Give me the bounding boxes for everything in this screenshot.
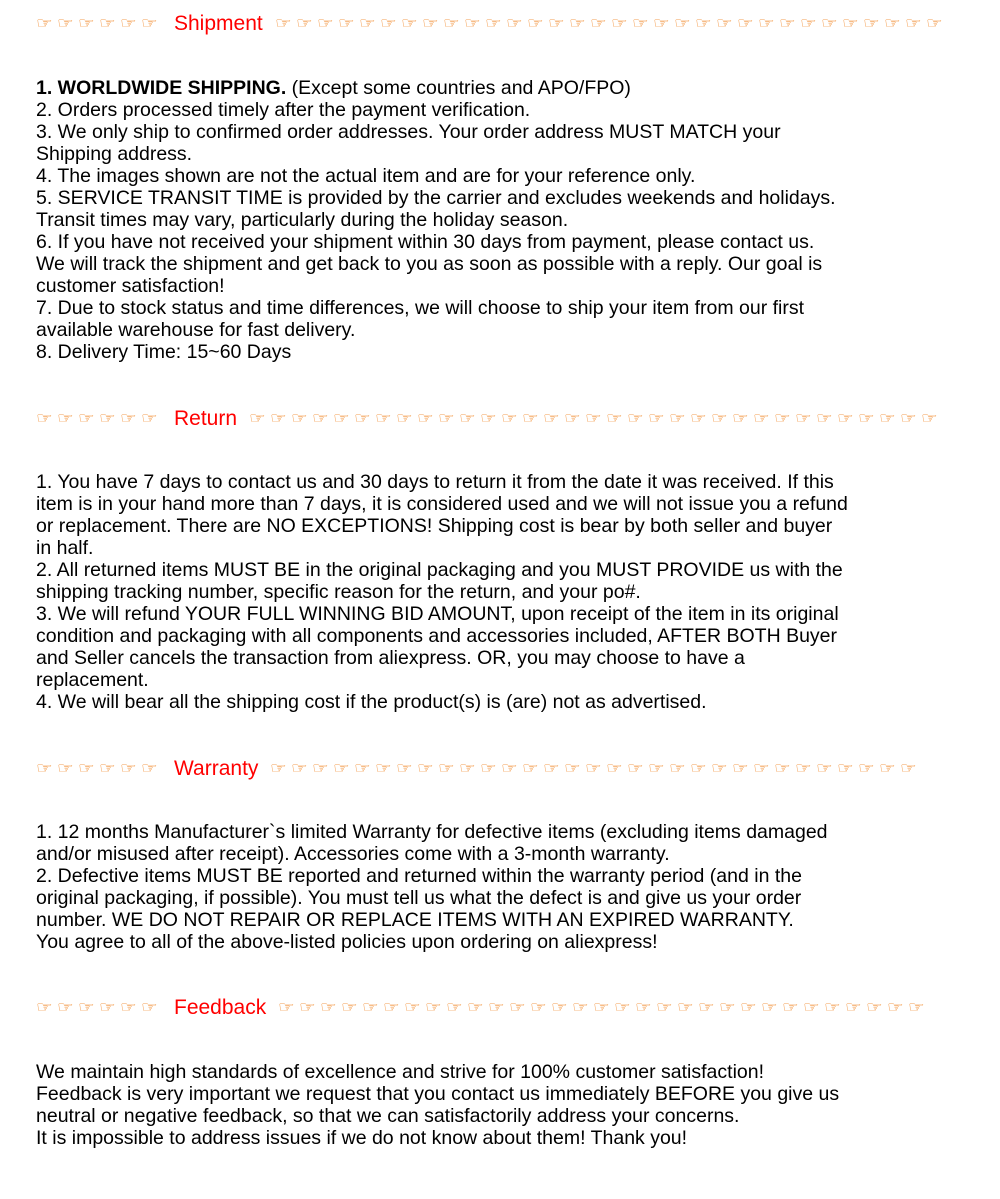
pointing-hand-icon: ☞ [501, 410, 518, 427]
shipment-line-text: 3. We only ship to confirmed order addresses. Your order address MUST MATCH your [36, 121, 781, 143]
pointing-hand-icon: ☞ [774, 410, 791, 427]
pointing-hand-icon: ☞ [362, 999, 380, 1016]
shipment-line-text: 2. Orders processed timely after the payment verification. [36, 99, 531, 121]
warranty-line-text: original packaging, if possible). You must tell us what the defect is and give us your order [36, 887, 802, 909]
pointing-hand-icon: ☞ [270, 760, 288, 777]
pointing-hand-icon: ☞ [291, 410, 308, 427]
feedback-line-text: It is impossible to address issues if we do not know about them! Thank you! [36, 1127, 688, 1149]
pointing-hand-icon: ☞ [627, 760, 645, 777]
pointing-hand-icon: ☞ [774, 760, 792, 777]
pointing-hand-icon: ☞ [375, 410, 392, 427]
shipment-line-text: Transit times may vary, particularly during the holiday season. [36, 209, 569, 231]
pointing-hand-icon: ☞ [425, 999, 443, 1016]
pointing-hand-icon: ☞ [36, 999, 53, 1016]
shipment-line [36, 99, 956, 121]
pointing-hand-icon: ☞ [547, 15, 565, 32]
pointing-hand-icon: ☞ [656, 999, 674, 1016]
pointing-hand-icon: ☞ [669, 410, 686, 427]
pointing-hand-icon: ☞ [858, 410, 875, 427]
return-body [36, 471, 956, 713]
feedback-line-text: We maintain high standards of excellence and strive for 100% customer satisfaction! [36, 1061, 765, 1083]
pointing-hand-icon: ☞ [879, 410, 896, 427]
pointing-hand-icon-row-right [247, 407, 940, 431]
pointing-hand-icon: ☞ [736, 15, 754, 32]
shipment-title: Shipment [174, 12, 263, 35]
return-line [36, 537, 956, 559]
return-line-text: or replacement. There are NO EXCEPTIONS! Shipping cost is bear by both seller and buyer [36, 515, 833, 537]
feedback-title: Feedback [174, 996, 267, 1019]
shipment-line [36, 253, 956, 275]
return-line [36, 603, 956, 625]
pointing-hand-icon: ☞ [732, 410, 749, 427]
return-line [36, 669, 956, 691]
shipment-line [36, 209, 956, 231]
shipment-line-text: customer satisfaction! [36, 275, 225, 297]
pointing-hand-icon: ☞ [606, 760, 624, 777]
pointing-hand-icon: ☞ [501, 760, 519, 777]
pointing-hand-icon: ☞ [505, 15, 523, 32]
pointing-hand-icon: ☞ [141, 999, 158, 1016]
pointing-hand-icon: ☞ [585, 760, 603, 777]
pointing-hand-icon: ☞ [316, 15, 334, 32]
shipment-line-text: 5. SERVICE TRANSIT TIME is provided by the carrier and excludes weekends and holidays. [36, 187, 836, 209]
pointing-hand-icon: ☞ [379, 15, 397, 32]
pointing-hand-icon: ☞ [715, 15, 733, 32]
return-line-text: 2. All returned items MUST BE in the original packaging and you MUST PROVIDE us with the [36, 559, 843, 581]
return-line-text: and Seller cancels the transaction from aliexpress. OR, you may choose to have a [36, 647, 745, 669]
pointing-hand-icon: ☞ [354, 760, 372, 777]
pointing-hand-icon: ☞ [467, 999, 485, 1016]
pointing-hand-icon: ☞ [400, 15, 418, 32]
return-line-text: 4. We will bear all the shipping cost if the product(s) is (are) not as advertised. [36, 691, 707, 713]
pointing-hand-icon: ☞ [841, 15, 859, 32]
pointing-hand-icon: ☞ [141, 410, 158, 427]
return-line [36, 493, 956, 515]
return-line [36, 647, 956, 669]
warranty-line-text: You agree to all of the above-listed policies upon ordering on aliexpress! [36, 931, 658, 953]
pointing-hand-icon: ☞ [120, 410, 137, 427]
return-header [34, 407, 940, 431]
pointing-hand-icon: ☞ [509, 999, 527, 1016]
pointing-hand-icon: ☞ [120, 999, 137, 1016]
pointing-hand-icon: ☞ [698, 999, 716, 1016]
pointing-hand-icon: ☞ [530, 999, 548, 1016]
pointing-hand-icon: ☞ [78, 760, 95, 777]
pointing-hand-icon: ☞ [820, 15, 838, 32]
pointing-hand-icon: ☞ [480, 760, 498, 777]
pointing-hand-icon: ☞ [99, 15, 116, 32]
shipment-line-text: We will track the shipment and get back to you as soon as possible with a reply. Our goal is [36, 253, 823, 275]
pointing-hand-icon: ☞ [627, 410, 644, 427]
pointing-hand-icon: ☞ [816, 760, 834, 777]
shipment-line-text: (Except some countries and APO/FPO) [286, 77, 631, 99]
pointing-hand-icon: ☞ [417, 760, 435, 777]
shipment-line-text: 6. If you have not received your shipment within 30 days from payment, please contact us. [36, 231, 815, 253]
pointing-hand-icon: ☞ [673, 15, 691, 32]
pointing-hand-icon: ☞ [837, 760, 855, 777]
pointing-hand-icon: ☞ [648, 760, 666, 777]
pointing-hand-icon: ☞ [845, 999, 863, 1016]
pointing-hand-icon: ☞ [78, 999, 95, 1016]
pointing-hand-icon: ☞ [694, 15, 712, 32]
pointing-hand-icon: ☞ [795, 760, 813, 777]
pointing-hand-icon: ☞ [858, 760, 876, 777]
pointing-hand-icon: ☞ [589, 15, 607, 32]
shipment-line-text: 4. The images shown are not the actual item and are for your reference only. [36, 165, 696, 187]
pointing-hand-icon: ☞ [753, 410, 770, 427]
pointing-hand-icon-row-left [34, 12, 160, 36]
pointing-hand-icon: ☞ [711, 760, 729, 777]
pointing-hand-icon: ☞ [761, 999, 779, 1016]
pointing-hand-icon: ☞ [421, 15, 439, 32]
pointing-hand-icon: ☞ [312, 760, 330, 777]
feedback-line [36, 1061, 956, 1083]
pointing-hand-icon: ☞ [333, 760, 351, 777]
pointing-hand-icon: ☞ [78, 15, 95, 32]
return-title: Return [174, 407, 238, 430]
shipment-body [36, 77, 956, 363]
pointing-hand-icon: ☞ [274, 15, 292, 32]
warranty-line [36, 931, 956, 953]
pointing-hand-icon: ☞ [120, 760, 137, 777]
warranty-line [36, 909, 956, 931]
feedback-body [36, 1061, 956, 1149]
shipment-line [36, 231, 956, 253]
pointing-hand-icon: ☞ [782, 999, 800, 1016]
pointing-hand-icon: ☞ [606, 410, 623, 427]
shipment-line [36, 187, 956, 209]
pointing-hand-icon: ☞ [740, 999, 758, 1016]
shipment-line [36, 121, 956, 143]
pointing-hand-icon: ☞ [572, 999, 590, 1016]
pointing-hand-icon: ☞ [669, 760, 687, 777]
pointing-hand-icon: ☞ [57, 410, 74, 427]
pointing-hand-icon-row-right [273, 12, 945, 36]
pointing-hand-icon: ☞ [358, 15, 376, 32]
pointing-hand-icon: ☞ [278, 999, 296, 1016]
return-line [36, 515, 956, 537]
shipment-line-text: 7. Due to stock status and time differences, we will choose to ship your item from our first [36, 297, 805, 319]
shipment-line-bold: 1. WORLDWIDE SHIPPING. [36, 77, 287, 99]
pointing-hand-icon: ☞ [690, 410, 707, 427]
pointing-hand-icon: ☞ [862, 15, 880, 32]
return-line-text: replacement. [36, 669, 149, 691]
pointing-hand-icon: ☞ [299, 999, 317, 1016]
pointing-hand-icon: ☞ [480, 410, 497, 427]
pointing-hand-icon: ☞ [593, 999, 611, 1016]
warranty-body [36, 821, 956, 953]
warranty-line-text: number. WE DO NOT REPAIR OR REPLACE ITEMS WITH AN EXPIRED WARRANTY. [36, 909, 794, 931]
pointing-hand-icon: ☞ [438, 760, 456, 777]
pointing-hand-icon: ☞ [585, 410, 602, 427]
pointing-hand-icon: ☞ [824, 999, 842, 1016]
pointing-hand-icon: ☞ [249, 410, 266, 427]
pointing-hand-icon: ☞ [799, 15, 817, 32]
pointing-hand-icon: ☞ [631, 15, 649, 32]
pointing-hand-icon: ☞ [803, 999, 821, 1016]
pointing-hand-icon: ☞ [459, 410, 476, 427]
pointing-hand-icon: ☞ [36, 410, 53, 427]
return-line-text: condition and packaging with all components and accessories included, AFTER BOTH Buyer [36, 625, 838, 647]
warranty-title: Warranty [174, 757, 259, 780]
pointing-hand-icon: ☞ [526, 15, 544, 32]
pointing-hand-icon: ☞ [36, 760, 53, 777]
pointing-hand-icon: ☞ [354, 410, 371, 427]
pointing-hand-icon: ☞ [312, 410, 329, 427]
pointing-hand-icon-row-right [268, 757, 919, 781]
return-line-text: shipping tracking number, specific reason for the return, and your po#. [36, 581, 641, 603]
shipment-line-text: Shipping address. [36, 143, 193, 165]
pointing-hand-icon: ☞ [99, 999, 116, 1016]
pointing-hand-icon: ☞ [925, 15, 943, 32]
feedback-line [36, 1105, 956, 1127]
pointing-hand-icon: ☞ [383, 999, 401, 1016]
shipment-line [36, 275, 956, 297]
pointing-hand-icon: ☞ [900, 760, 918, 777]
pointing-hand-icon: ☞ [648, 410, 665, 427]
pointing-hand-icon: ☞ [711, 410, 728, 427]
pointing-hand-icon: ☞ [887, 999, 905, 1016]
shipment-line [36, 77, 956, 99]
pointing-hand-icon: ☞ [57, 760, 74, 777]
pointing-hand-icon: ☞ [141, 760, 158, 777]
pointing-hand-icon: ☞ [837, 410, 854, 427]
pointing-hand-icon: ☞ [396, 410, 413, 427]
warranty-header [34, 757, 919, 781]
return-line [36, 581, 956, 603]
pointing-hand-icon: ☞ [543, 760, 561, 777]
warranty-line [36, 887, 956, 909]
pointing-hand-icon: ☞ [99, 760, 116, 777]
return-line [36, 691, 956, 713]
warranty-line-text: 2. Defective items MUST BE reported and returned within the warranty period (and in the [36, 865, 802, 887]
shipment-line [36, 143, 956, 165]
pointing-hand-icon: ☞ [459, 760, 477, 777]
pointing-hand-icon: ☞ [904, 15, 922, 32]
pointing-hand-icon: ☞ [778, 15, 796, 32]
pointing-hand-icon: ☞ [568, 15, 586, 32]
pointing-hand-icon: ☞ [564, 760, 582, 777]
pointing-hand-icon: ☞ [816, 410, 833, 427]
pointing-hand-icon: ☞ [320, 999, 338, 1016]
pointing-hand-icon: ☞ [333, 410, 350, 427]
pointing-hand-icon: ☞ [446, 999, 464, 1016]
shipment-line-text: available warehouse for fast delivery. [36, 319, 356, 341]
shipment-line [36, 297, 956, 319]
pointing-hand-icon: ☞ [652, 15, 670, 32]
pointing-hand-icon: ☞ [866, 999, 884, 1016]
pointing-hand-icon: ☞ [291, 760, 309, 777]
pointing-hand-icon: ☞ [690, 760, 708, 777]
pointing-hand-icon: ☞ [438, 410, 455, 427]
pointing-hand-icon: ☞ [522, 410, 539, 427]
feedback-line-text: Feedback is very important we request that you contact us immediately BEFORE you give us [36, 1083, 840, 1105]
pointing-hand-icon: ☞ [883, 15, 901, 32]
pointing-hand-icon: ☞ [57, 999, 74, 1016]
pointing-hand-icon: ☞ [614, 999, 632, 1016]
pointing-hand-icon: ☞ [635, 999, 653, 1016]
feedback-line [36, 1127, 956, 1149]
pointing-hand-icon: ☞ [417, 410, 434, 427]
pointing-hand-icon: ☞ [753, 760, 771, 777]
pointing-hand-icon: ☞ [757, 15, 775, 32]
warranty-line-text: 1. 12 months Manufacturer`s limited Warranty for defective items (excluding items damaged [36, 821, 828, 843]
pointing-hand-icon: ☞ [36, 15, 53, 32]
warranty-line [36, 843, 956, 865]
pointing-hand-icon: ☞ [99, 410, 116, 427]
pointing-hand-icon: ☞ [719, 999, 737, 1016]
feedback-line-text: neutral or negative feedback, so that we can satisfactorily address your concerns. [36, 1105, 740, 1127]
pointing-hand-icon: ☞ [879, 760, 897, 777]
pointing-hand-icon: ☞ [488, 999, 506, 1016]
pointing-hand-icon: ☞ [610, 15, 628, 32]
return-line [36, 559, 956, 581]
pointing-hand-icon: ☞ [908, 999, 926, 1016]
shipment-line-text: 8. Delivery Time: 15~60 Days [36, 341, 292, 363]
pointing-hand-icon: ☞ [795, 410, 812, 427]
shipment-header [34, 12, 945, 36]
pointing-hand-icon: ☞ [463, 15, 481, 32]
pointing-hand-icon: ☞ [732, 760, 750, 777]
pointing-hand-icon: ☞ [442, 15, 460, 32]
pointing-hand-icon: ☞ [484, 15, 502, 32]
pointing-hand-icon: ☞ [396, 760, 414, 777]
warranty-line [36, 865, 956, 887]
pointing-hand-icon: ☞ [375, 760, 393, 777]
shipment-line [36, 165, 956, 187]
pointing-hand-icon: ☞ [270, 410, 287, 427]
pointing-hand-icon: ☞ [677, 999, 695, 1016]
pointing-hand-icon: ☞ [57, 15, 74, 32]
return-line-text: in half. [36, 537, 94, 559]
pointing-hand-icon: ☞ [404, 999, 422, 1016]
pointing-hand-icon: ☞ [543, 410, 560, 427]
pointing-hand-icon: ☞ [78, 410, 95, 427]
pointing-hand-icon: ☞ [141, 15, 158, 32]
return-line [36, 625, 956, 647]
pointing-hand-icon: ☞ [341, 999, 359, 1016]
shipment-line [36, 319, 956, 341]
feedback-header [34, 996, 927, 1020]
shipment-line [36, 341, 956, 363]
pointing-hand-icon-row-right [276, 996, 927, 1020]
pointing-hand-icon: ☞ [900, 410, 917, 427]
return-line-text: item is in your hand more than 7 days, it is considered used and we will not issue you a refund [36, 493, 848, 515]
pointing-hand-icon-row-left [34, 996, 160, 1020]
pointing-hand-icon: ☞ [522, 760, 540, 777]
pointing-hand-icon: ☞ [551, 999, 569, 1016]
feedback-line [36, 1083, 956, 1105]
warranty-line-text: and/or misused after receipt). Accessories come with a 3-month warranty. [36, 843, 670, 865]
pointing-hand-icon: ☞ [295, 15, 313, 32]
pointing-hand-icon: ☞ [564, 410, 581, 427]
pointing-hand-icon: ☞ [921, 410, 938, 427]
pointing-hand-icon: ☞ [120, 15, 137, 32]
pointing-hand-icon-row-left [34, 407, 160, 431]
pointing-hand-icon: ☞ [337, 15, 355, 32]
return-line-text: 3. We will refund YOUR FULL WINNING BID AMOUNT, upon receipt of the item in its original [36, 603, 839, 625]
return-line [36, 471, 956, 493]
pointing-hand-icon-row-left [34, 757, 160, 781]
warranty-line [36, 821, 956, 843]
return-line-text: 1. You have 7 days to contact us and 30 days to return it from the date it was received. If this [36, 471, 834, 493]
